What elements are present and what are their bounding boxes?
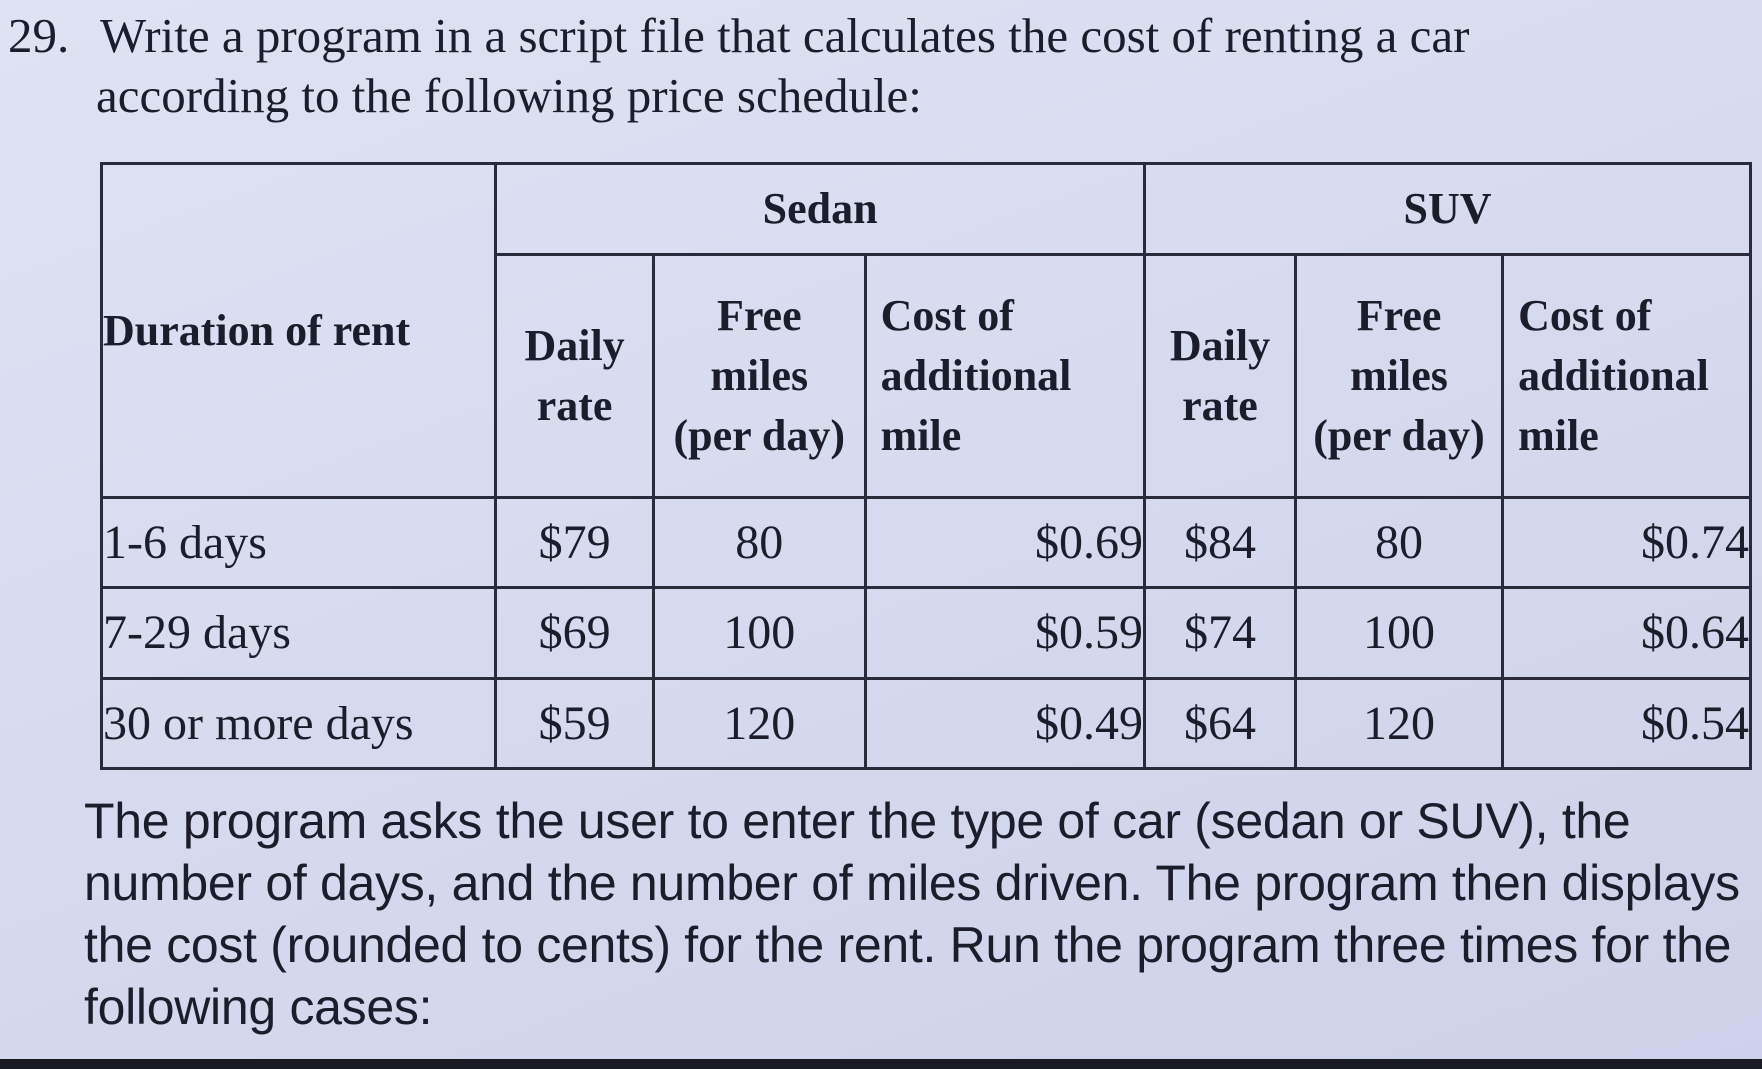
suv-additional-mile-header: Cost of additional mile xyxy=(1503,255,1751,498)
suv-rate-cell: $64 xyxy=(1145,678,1296,768)
suv-free-miles-header: Free miles (per day) xyxy=(1295,255,1502,498)
sedan-miles-cell: 120 xyxy=(653,678,865,768)
sedan-free-miles-header: Free miles (per day) xyxy=(653,255,865,498)
suv-group-header: SUV xyxy=(1145,164,1751,255)
suv-miles-cell: 120 xyxy=(1295,678,1502,768)
duration-cell: 7-29 days xyxy=(102,588,496,678)
sedan-cost-cell: $0.69 xyxy=(865,498,1144,588)
problem-number: 29. xyxy=(8,8,70,63)
suv-daily-rate-header: Daily rate xyxy=(1145,255,1296,498)
sedan-miles-cell: 100 xyxy=(653,588,865,678)
suv-miles-cell: 80 xyxy=(1295,498,1502,588)
problem-statement xyxy=(8,6,1748,126)
sedan-cost-cell: $0.59 xyxy=(865,588,1144,678)
price-schedule-table xyxy=(100,162,1752,770)
suv-cost-cell: $0.54 xyxy=(1503,678,1751,768)
suv-rate-cell: $84 xyxy=(1145,498,1296,588)
table-row xyxy=(102,498,1751,588)
suv-rate-cell: $74 xyxy=(1145,588,1296,678)
table-row xyxy=(102,588,1751,678)
problem-line-1: Write a program in a script file that calculates the cost of renting a car xyxy=(100,8,1470,63)
suv-miles-cell: 100 xyxy=(1295,588,1502,678)
problem-line-2: according to the following price schedule: xyxy=(96,68,922,123)
duration-cell: 30 or more days xyxy=(102,678,496,768)
sedan-rate-cell: $59 xyxy=(496,678,654,768)
suv-cost-cell: $0.64 xyxy=(1503,588,1751,678)
sedan-daily-rate-header: Daily rate xyxy=(496,255,654,498)
sedan-miles-cell: 80 xyxy=(653,498,865,588)
bottom-edge xyxy=(0,1059,1762,1069)
table-row xyxy=(102,678,1751,768)
instructions-paragraph: The program asks the user to enter the type of car (sedan or SUV), the number of days, and the number of miles driven. The program then displays the cost (rounded to cents) for the rent. Run the program three times for the following cases: xyxy=(84,793,1740,1035)
sedan-additional-mile-header: Cost of additional mile xyxy=(865,255,1144,498)
sedan-rate-cell: $69 xyxy=(496,588,654,678)
sedan-group-header: Sedan xyxy=(496,164,1145,255)
duration-cell: 1-6 days xyxy=(102,498,496,588)
duration-header: Duration of rent xyxy=(102,164,496,498)
sedan-cost-cell: $0.49 xyxy=(865,678,1144,768)
sedan-rate-cell: $79 xyxy=(496,498,654,588)
suv-cost-cell: $0.74 xyxy=(1503,498,1751,588)
